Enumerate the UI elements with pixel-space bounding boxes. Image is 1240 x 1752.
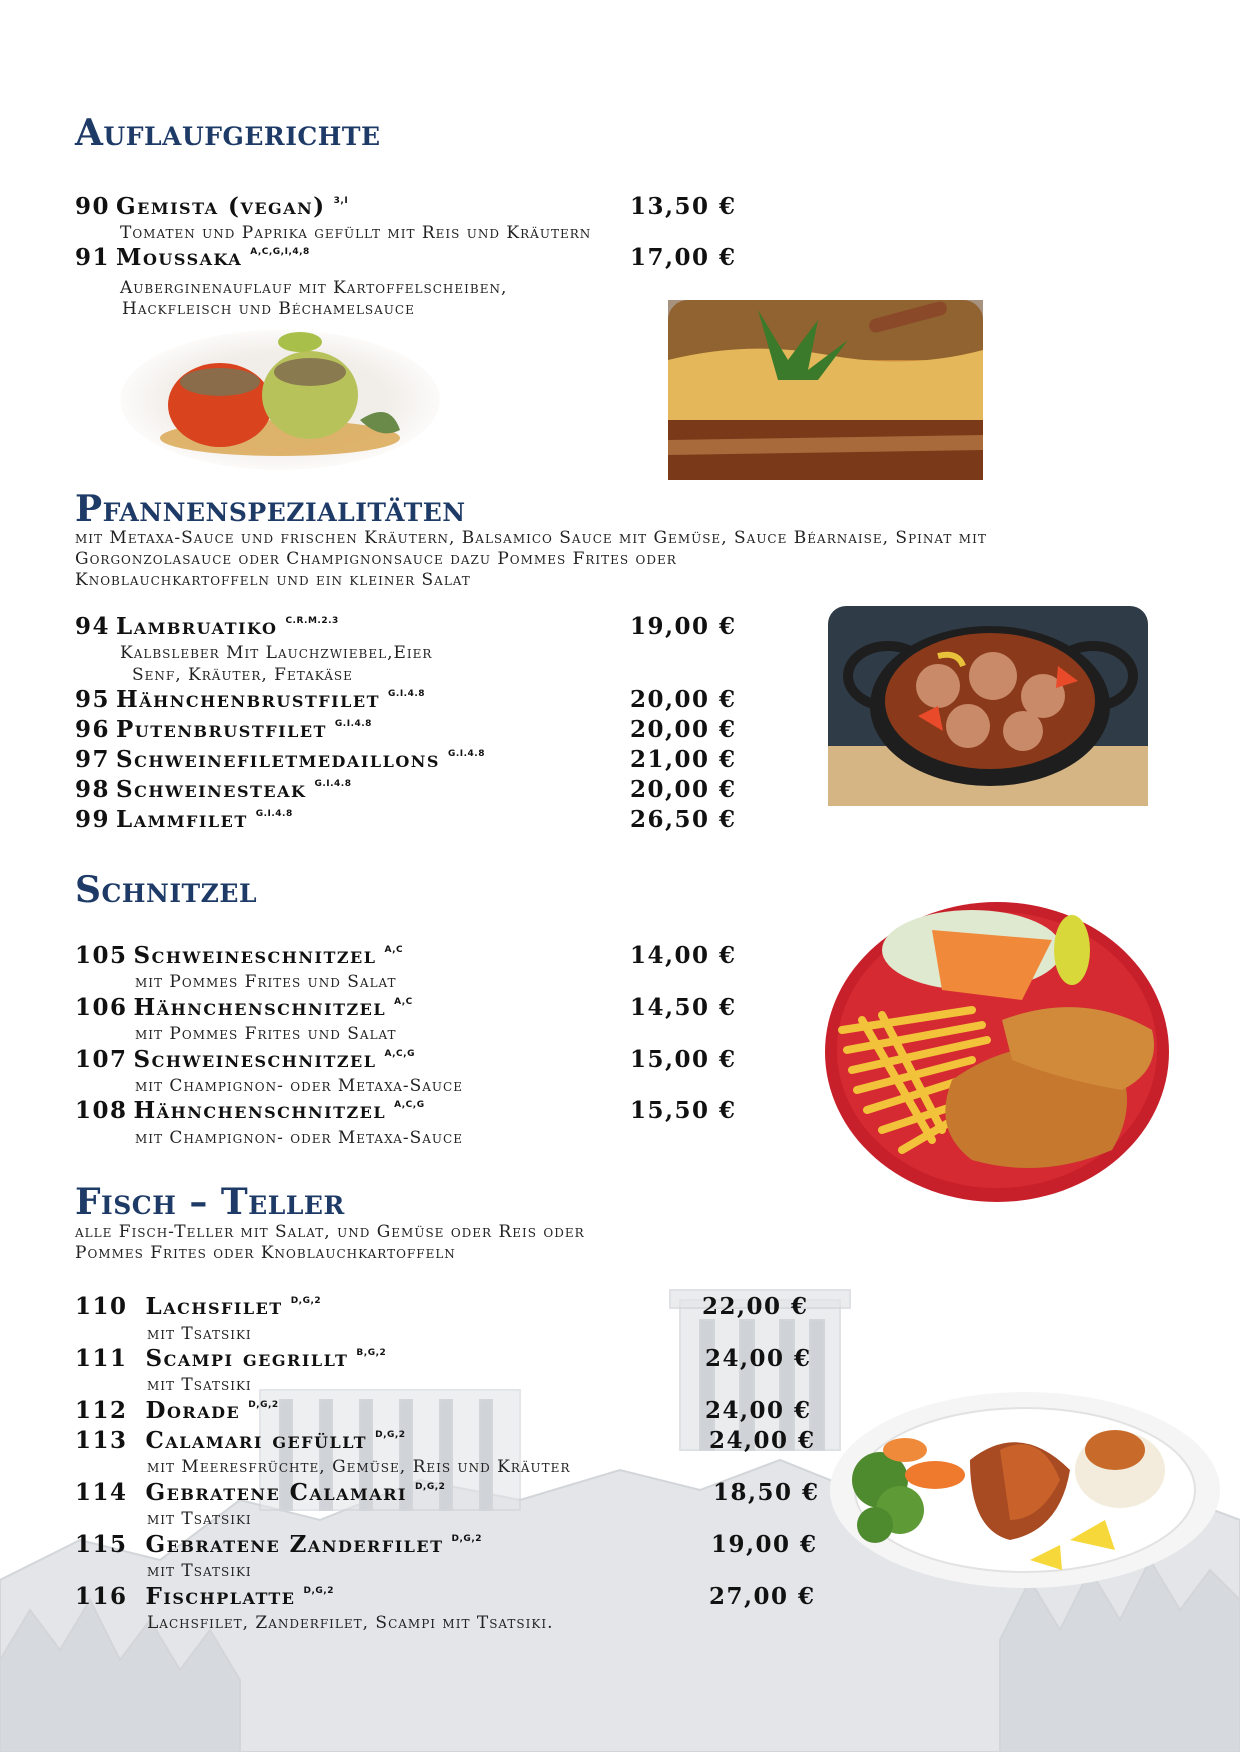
item-name: Putenbrustfilet xyxy=(116,716,327,743)
allergen-codes: 3,I xyxy=(333,196,349,206)
item-price: 24,00 € xyxy=(709,1427,816,1454)
item-price: 18,50 € xyxy=(713,1479,820,1506)
allergen-codes: G.I.4.8 xyxy=(314,779,352,789)
allergen-codes: C.R.M.2.3 xyxy=(285,616,339,626)
moussaka-photo xyxy=(668,300,983,480)
item-name: Schweinefiletmedaillons xyxy=(116,746,440,773)
item-price: 24,00 € xyxy=(705,1397,812,1424)
item-price: 20,00 € xyxy=(630,776,737,803)
item-description: mit Pommes Frites und Salat xyxy=(135,1024,397,1044)
item-price: 19,00 € xyxy=(711,1531,818,1558)
item-number: 116 xyxy=(75,1583,128,1610)
item-name: Moussaka xyxy=(116,244,243,271)
menu-item xyxy=(75,806,293,836)
allergen-codes: G.I.4.8 xyxy=(255,809,293,819)
allergen-codes: D,G,2 xyxy=(375,1430,406,1440)
item-name: Lambruatiko xyxy=(116,613,278,640)
item-price: 15,00 € xyxy=(630,1046,737,1073)
item-price: 15,50 € xyxy=(630,1097,737,1124)
item-description: mit Tsatsiki xyxy=(147,1324,252,1344)
menu-item xyxy=(75,776,351,806)
item-description: Tomaten und Paprika gefüllt mit Reis und Kräutern xyxy=(120,223,592,243)
item-price: 17,00 € xyxy=(630,244,737,271)
allergen-codes: G.I.4.8 xyxy=(334,719,372,729)
item-price: 24,00 € xyxy=(705,1345,812,1372)
fish-plate-photo xyxy=(830,1390,1220,1590)
menu-item xyxy=(75,746,485,776)
item-price: 14,50 € xyxy=(630,994,737,1021)
allergen-codes: D,G,2 xyxy=(414,1482,446,1492)
menu-item xyxy=(75,716,372,746)
allergen-codes: G.I.4.8 xyxy=(388,689,426,699)
item-number: 106 xyxy=(75,994,128,1021)
item-name: Calamari gefüllt xyxy=(145,1427,368,1454)
section-title-pfannenspezialitaeten: Pfannenspezialitäten xyxy=(75,488,466,530)
menu-item xyxy=(75,1397,279,1427)
item-description: mit Meeresfrüchte, Gemüse, Reis und Kräuter xyxy=(147,1457,571,1477)
menu-item xyxy=(75,1583,334,1613)
allergen-codes: A,C,G,I,4,8 xyxy=(250,247,310,257)
section-intro xyxy=(75,528,987,591)
allergen-codes: B,G,2 xyxy=(356,1348,387,1358)
item-name: Hähnchenbrustfilet xyxy=(116,686,381,713)
item-number: 99 xyxy=(75,806,111,833)
allergen-codes: A,C xyxy=(384,945,404,955)
menu-item xyxy=(75,1345,386,1375)
item-price: 22,00 € xyxy=(702,1293,809,1320)
item-name: Schweineschnitzel xyxy=(133,1046,377,1073)
allergen-codes: D,G,2 xyxy=(290,1296,322,1306)
item-number: 95 xyxy=(75,686,111,713)
gemista-photo xyxy=(120,320,440,470)
item-description: mit Tsatsiki xyxy=(147,1375,252,1395)
item-number: 114 xyxy=(75,1479,128,1506)
menu-item xyxy=(75,244,310,274)
item-description: mit Tsatsiki xyxy=(147,1561,252,1581)
menu-item xyxy=(75,1046,415,1076)
item-number: 113 xyxy=(75,1427,128,1454)
intro-line: alle Fisch-Teller mit Salat, und Gemüse oder Reis oder xyxy=(75,1222,585,1242)
item-description: Hackfleisch und Béchamelsauce xyxy=(122,299,415,319)
item-name: Schweinesteak xyxy=(116,776,307,803)
item-number: 107 xyxy=(75,1046,128,1073)
menu-item xyxy=(75,193,348,223)
item-description: Senf, Kräuter, Fetakäse xyxy=(132,665,353,685)
item-price: 20,00 € xyxy=(630,686,737,713)
intro-line: Knoblauchkartoffeln und ein kleiner Salat xyxy=(75,570,471,590)
item-number: 110 xyxy=(75,1293,128,1320)
item-price: 20,00 € xyxy=(630,716,737,743)
menu-item xyxy=(75,613,339,643)
item-description: mit Champignon- oder Metaxa-Sauce xyxy=(135,1128,463,1148)
item-name: Gebratene Zanderfilet xyxy=(145,1531,444,1558)
item-number: 115 xyxy=(75,1531,128,1558)
item-description: Lachsfilet, Zanderfilet, Scampi mit Tsatsiki. xyxy=(147,1613,554,1633)
section-title-auflaufgerichte: Auflaufgerichte xyxy=(75,112,381,154)
schnitzel-photo xyxy=(822,900,1172,1205)
item-description: mit Champignon- oder Metaxa-Sauce xyxy=(135,1076,463,1096)
section-intro xyxy=(75,1222,585,1264)
item-price: 21,00 € xyxy=(630,746,737,773)
item-number: 108 xyxy=(75,1097,128,1124)
pan-dish-photo xyxy=(828,606,1148,806)
item-price: 26,50 € xyxy=(630,806,737,833)
menu-item xyxy=(75,994,413,1024)
allergen-codes: D,G,2 xyxy=(303,1586,334,1596)
allergen-codes: G.I.4.8 xyxy=(447,749,485,759)
section-title-schnitzel: Schnitzel xyxy=(75,869,258,911)
allergen-codes: A,C xyxy=(394,997,413,1007)
allergen-codes: D,G,2 xyxy=(451,1534,483,1544)
item-description: mit Tsatsiki xyxy=(147,1509,252,1529)
intro-line: Pommes Frites oder Knoblauchkartoffeln xyxy=(75,1243,456,1263)
menu-item xyxy=(75,1479,445,1509)
item-name: Dorade xyxy=(145,1397,241,1424)
item-number: 91 xyxy=(75,244,111,271)
menu-item xyxy=(75,942,403,972)
item-name: Lachsfilet xyxy=(145,1293,283,1320)
item-name: Gemista (vegan) xyxy=(116,193,326,220)
intro-line: mit Metaxa-Sauce und frischen Kräutern, Balsamico Sauce mit Gemüse, Sauce Béarnaise, Spinat mit xyxy=(75,528,987,548)
menu-item xyxy=(75,1293,321,1323)
item-number: 111 xyxy=(75,1345,128,1372)
item-name: Fischplatte xyxy=(145,1583,296,1610)
item-name: Lammfilet xyxy=(116,806,248,833)
item-price: 13,50 € xyxy=(630,193,737,220)
menu-item xyxy=(75,1427,406,1457)
item-number: 98 xyxy=(75,776,111,803)
item-number: 105 xyxy=(75,942,128,969)
section-title-fisch-teller: Fisch – Teller xyxy=(75,1181,345,1223)
menu-item xyxy=(75,1531,482,1561)
item-description: mit Pommes Frites und Salat xyxy=(135,972,397,992)
item-price: 27,00 € xyxy=(709,1583,816,1610)
item-name: Schweineschnitzel xyxy=(133,942,377,969)
item-number: 94 xyxy=(75,613,111,640)
item-number: 90 xyxy=(75,193,111,220)
item-name: Hähnchenschnitzel xyxy=(133,994,387,1021)
menu-item xyxy=(75,1097,425,1127)
item-name: Scampi gegrillt xyxy=(145,1345,349,1372)
item-description: Auberginenauflauf mit Kartoffelscheiben, xyxy=(120,278,508,298)
item-name: Hähnchenschnitzel xyxy=(133,1097,387,1124)
item-price: 19,00 € xyxy=(630,613,737,640)
item-number: 96 xyxy=(75,716,111,743)
item-number: 112 xyxy=(75,1397,128,1424)
item-name: Gebratene Calamari xyxy=(145,1479,407,1506)
menu-item xyxy=(75,686,425,716)
item-price: 14,00 € xyxy=(630,942,737,969)
allergen-codes: A,C,G xyxy=(394,1100,425,1110)
allergen-codes: D,G,2 xyxy=(248,1400,279,1410)
allergen-codes: A,C,G xyxy=(384,1049,415,1059)
item-number: 97 xyxy=(75,746,111,773)
item-description: Kalbsleber Mit Lauchzwiebel,Eier xyxy=(120,643,433,663)
intro-line: Gorgonzolasauce oder Champignonsauce dazu Pommes Frites oder xyxy=(75,549,677,569)
